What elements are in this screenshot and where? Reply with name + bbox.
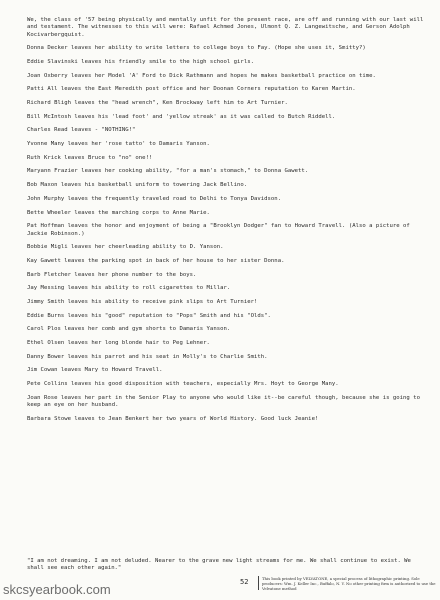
will-entry: Barbara Stowe leaves to Jean Benkert her two years of World History. Good luck Jeanie! — [27, 415, 319, 422]
will-entry: Eddie Burns leaves his "good" reputation to "Pops" Smith and his "Olds". — [27, 312, 271, 319]
will-entry: Ruth Krick leaves Bruce to "no" one!! — [27, 154, 153, 161]
will-entry: Pat Hoffman leaves the honor and enjoyment of being a "Brooklyn Dodger" fan to Howard Travell. (Also a picture of Jackie Robinson.) — [27, 223, 410, 237]
will-entry: Bette Wheeler leaves the marching corps to Anne Marie. — [27, 209, 210, 216]
will-entry: Charles Read leaves - "NOTHING!" — [27, 127, 136, 134]
will-entry: Pete Collins leaves his good disposition with teachers, especially Mrs. Hoyt to George Many. — [27, 381, 339, 388]
printer-imprint: This book printed by VELVATONE, a special process of lithographic printing. Sole producers: Wm. J. Keller Inc., Buffalo, N. Y. No other printing firm is authorized to use the Velvatone method — [262, 576, 436, 592]
will-entry: Jim Cowan leaves Mary to Howard Travell. — [27, 367, 163, 374]
class-will-text — [27, 17, 427, 429]
will-entry: Yvonne Many leaves her 'rose tatto' to Damaris Yanson. — [27, 141, 210, 148]
will-entry: Joan Oxberry leaves her Model 'A' Ford to Dick Rathmann and hopes he makes basketball practice on time. — [27, 72, 376, 79]
will-entry: Jimmy Smith leaves his ability to receive pink slips to Art Turnier! — [27, 298, 258, 305]
will-entry: Maryann Frazier leaves her cooking ability, "for a man's stomach," to Donna Gawett. — [27, 168, 309, 175]
will-entry: John Murphy leaves the frequently traveled road to Delhi to Tonya Davidson. — [27, 195, 282, 202]
will-entry: Patti All leaves the East Meredith post office and her Doonan Corners reputation to Karen Martin. — [27, 86, 356, 93]
will-entry: Donna Decker leaves her ability to write letters to college boys to Fay. (Hope she uses it, Smitty?) — [27, 45, 366, 52]
footer-divider — [258, 576, 259, 590]
will-intro: We, the class of '57 being physically and mentally unfit for the present race, are off and running with our last will and testament. The witnesses to this will were: Rafael Achmed Jones, Ulmont Q. Z. Langewitsche, and Gerson Adolph Kocivarbergquist. — [27, 17, 424, 38]
will-entry: Joan Rose leaves her part in the Senior Play to anyone who would like it--be careful though, because she is going to keep an eye on her husband. — [27, 394, 420, 409]
will-entry: Bob Maxon leaves his basketball uniform to towering Jack Bellino. — [27, 182, 248, 189]
site-watermark: skcsyearbook.com — [3, 582, 111, 597]
closing-quote: "I am not dreaming. I am not deluded. Nearer to the grave new light streams for me. We shall continue to exist. We shall see each other again." — [27, 557, 411, 571]
page-number: 52 — [240, 578, 249, 586]
will-entry: Eddie Slavinski leaves his friendly smile to the high school girls. — [27, 58, 254, 65]
will-entry: Bobbie Migli leaves her cheerleading ability to D. Yanson. — [27, 244, 224, 251]
will-entry: Danny Bower leaves his parrot and his seat in Molly's to Charlie Smith. — [27, 353, 268, 360]
will-entry: Jay Messing leaves his ability to roll cigarettes to Millar. — [27, 285, 231, 292]
will-entry: Carol Plos leaves her comb and gym shorts to Damaris Yanson. — [27, 326, 231, 333]
will-entry: Bill McIntosh leaves his 'lead foot' and 'yellow streak' as it was called to Butch Riddell. — [27, 113, 336, 120]
will-entry: Ethel Olsen leaves her long blonde hair to Peg Lehner. — [27, 340, 210, 347]
will-entry: Kay Gawett leaves the parking spot in back of her house to her sister Donna. — [27, 257, 285, 264]
will-entry: Barb Fletcher leaves her phone number to the boys. — [27, 271, 197, 278]
will-entry: Richard Bligh leaves the "head wrench", Ken Brockway left him to Art Turnier. — [27, 100, 288, 107]
